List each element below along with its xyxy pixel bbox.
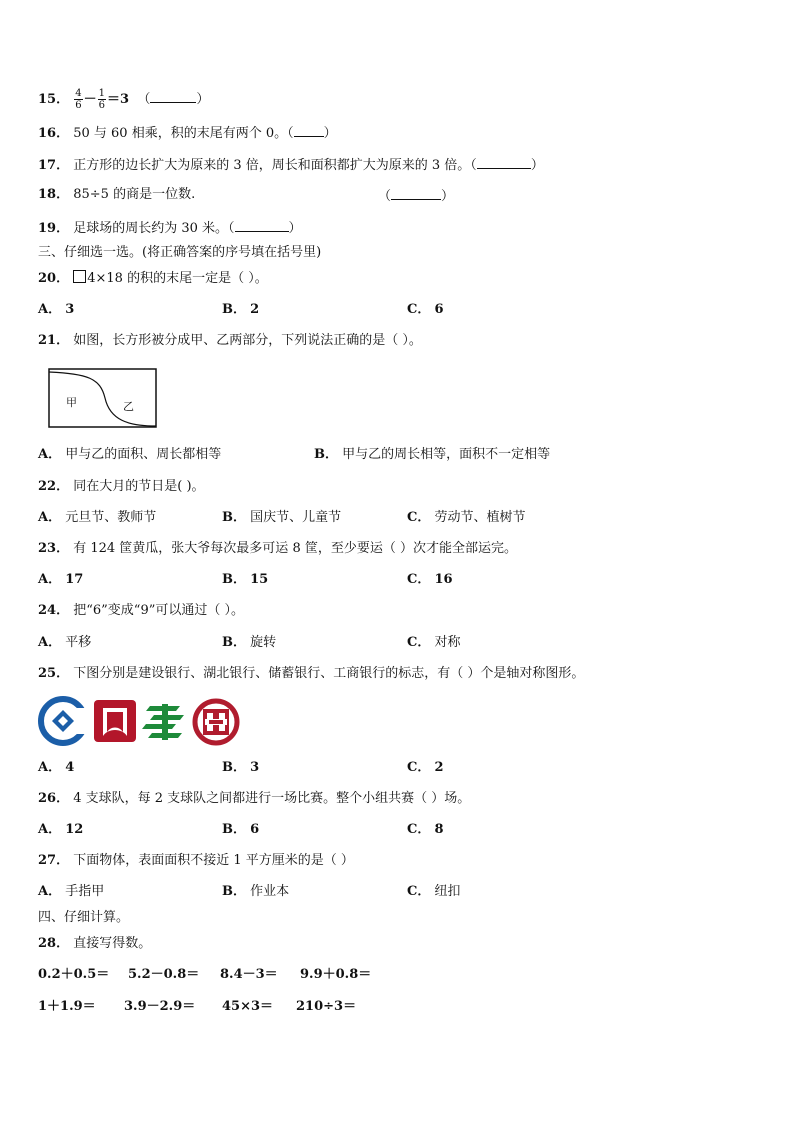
- option-a[interactable]: A． 3: [38, 302, 75, 317]
- region-label-jia: 甲: [66, 396, 77, 409]
- question-text: 直接写得数。: [73, 936, 152, 951]
- question-number: 17．: [38, 158, 70, 173]
- question-text: 有 124 筐黄瓜，张大爷每次最多可运 8 筐，至少要运（ ）次才能全部运完。: [73, 541, 517, 556]
- fraction-4-6: $\frac{4}{6}$: [75, 88, 82, 111]
- icbc-logo-icon: [192, 698, 240, 746]
- question-number: 21．: [38, 333, 70, 348]
- answer-blank[interactable]: [150, 89, 196, 103]
- option-b[interactable]: B． 国庆节、儿童节: [222, 510, 342, 525]
- calc-item: 45×3＝: [222, 999, 274, 1014]
- option-b[interactable]: B． 2: [222, 302, 260, 317]
- option-a[interactable]: A． 元旦节、教师节: [38, 510, 157, 525]
- question-text: 正方形的边长扩大为原来的 3 倍，周长和面积都扩大为原来的 3 倍。（: [73, 158, 477, 173]
- question-25: [38, 665, 584, 683]
- question-24: [38, 602, 244, 620]
- option-a[interactable]: A． 甲与乙的面积、周长都相等: [38, 447, 222, 462]
- question-number: 15．: [38, 92, 70, 107]
- option-b[interactable]: B． 旋转: [222, 635, 277, 650]
- question-27: [38, 852, 354, 870]
- section-heading-3: 三、仔细选一选。(将正确答案的序号填在括号里): [38, 245, 322, 260]
- calc-item: 0.2＋0.5＝: [38, 967, 110, 982]
- answer-blank[interactable]: [294, 123, 324, 137]
- option-c[interactable]: C． 2: [407, 760, 444, 775]
- question-number: 27．: [38, 853, 70, 868]
- postal-savings-logo-icon: [142, 698, 188, 744]
- question-text: 足球场的周长约为 30 米。（: [73, 221, 235, 236]
- question-text: 把“6”变成“9”可以通过（ ）。: [73, 603, 244, 618]
- question-23: [38, 540, 517, 558]
- option-a[interactable]: A． 手指甲: [38, 884, 105, 899]
- option-c[interactable]: C． 劳动节、植树节: [407, 510, 526, 525]
- question-text: 4×18 的积的末尾一定是（ ）。: [87, 271, 268, 286]
- question-text: 85÷5 的商是一位数.: [73, 187, 196, 202]
- empty-digit-box: [73, 270, 86, 283]
- answer-blank[interactable]: [391, 186, 441, 200]
- question-22: [38, 478, 205, 496]
- ccb-logo-icon: [38, 696, 88, 746]
- option-a[interactable]: A． 12: [38, 822, 84, 837]
- region-label-yi: 乙: [123, 400, 134, 413]
- option-b[interactable]: B． 6: [222, 822, 260, 837]
- question-text: 同在大月的节日是( )。: [73, 479, 205, 494]
- question-20: [38, 270, 268, 288]
- hubei-bank-logo-icon: [92, 698, 138, 744]
- option-c[interactable]: C． 8: [407, 822, 444, 837]
- option-c[interactable]: C． 纽扣: [407, 884, 461, 899]
- calc-item: 1＋1.9＝: [38, 999, 96, 1014]
- option-a[interactable]: A． 4: [38, 760, 75, 775]
- question-text: 如图，长方形被分成甲、乙两部分，下列说法正确的是（ ）。: [73, 333, 422, 348]
- option-c[interactable]: C． 16: [407, 572, 453, 587]
- option-b[interactable]: B． 作业本: [222, 884, 290, 899]
- section-heading-4: 四、仔细计算。: [38, 910, 130, 925]
- option-c[interactable]: C． 6: [407, 302, 444, 317]
- option-a[interactable]: A． 平移: [38, 635, 92, 650]
- answer-blank[interactable]: [477, 155, 531, 169]
- question-number: 28．: [38, 936, 70, 951]
- calc-item: 5.2－0.8＝: [128, 967, 200, 982]
- option-c[interactable]: C． 对称: [407, 635, 461, 650]
- question-18-answer: （ ）: [378, 186, 454, 206]
- question-number: 24．: [38, 603, 70, 618]
- question-text: 4 支球队，每 2 支球队之间都进行一场比赛。整个小组共赛（ ）场。: [73, 791, 471, 806]
- option-a[interactable]: A． 17: [38, 572, 84, 587]
- question-text: 50 与 60 相乘，积的末尾有两个 0。（: [73, 126, 294, 141]
- option-b[interactable]: B． 甲与乙的周长相等，面积不一定相等: [314, 447, 551, 462]
- calc-item: 8.4－3＝: [220, 967, 278, 982]
- question-number: 23．: [38, 541, 70, 556]
- question-number: 18．: [38, 187, 70, 202]
- question-28: [38, 935, 151, 953]
- question-16: 16． 50 与 60 相乘，积的末尾有两个 0。（ ）: [38, 123, 337, 143]
- question-number: 26．: [38, 791, 70, 806]
- fraction-1-6: $\frac{1}{6}$: [98, 88, 105, 111]
- calc-item: 210÷3＝: [296, 999, 357, 1014]
- minus-sign: －: [83, 92, 97, 107]
- answer-blank[interactable]: [235, 218, 289, 232]
- question-number: 22．: [38, 479, 70, 494]
- equation-rest: ＝3: [107, 92, 130, 107]
- question-number: 16．: [38, 126, 70, 141]
- question-18: [38, 186, 195, 204]
- question-15: 15． $\frac{4}{6}$ － $\frac{1}{6}$ ＝3 （ ）: [38, 88, 210, 111]
- question-number: 20．: [38, 271, 70, 286]
- calc-item: 3.9－2.9＝: [124, 999, 196, 1014]
- option-b[interactable]: B． 3: [222, 760, 260, 775]
- question-19: 19． 足球场的周长约为 30 米。（ ）: [38, 218, 302, 238]
- question-text: 下图分别是建设银行、湖北银行、储蓄银行、工商银行的标志，有（ ）个是轴对称图形。: [73, 666, 585, 681]
- question-number: 25．: [38, 666, 70, 681]
- question-17: 17． 正方形的边长扩大为原来的 3 倍，周长和面积都扩大为原来的 3 倍。（ ）: [38, 155, 544, 175]
- option-b[interactable]: B． 15: [222, 572, 269, 587]
- question-text: 下面物体，表面面积不接近 1 平方厘米的是（ ）: [73, 853, 354, 868]
- calc-item: 9.9＋0.8＝: [300, 967, 372, 982]
- rectangle-figure: [48, 368, 158, 430]
- question-number: 19．: [38, 221, 70, 236]
- question-21: [38, 332, 422, 350]
- question-26: [38, 790, 470, 808]
